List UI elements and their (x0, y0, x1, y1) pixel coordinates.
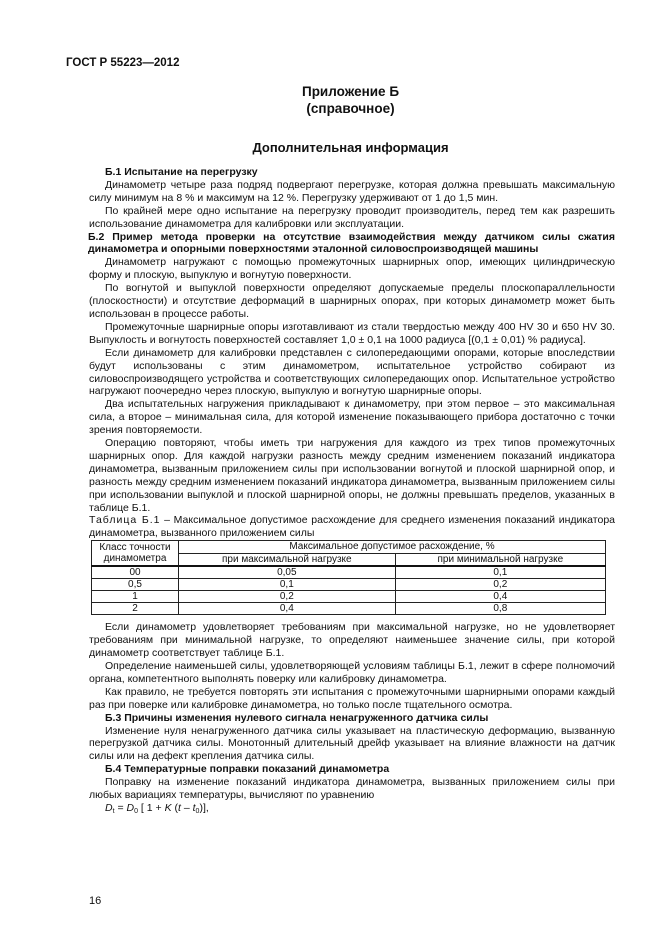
table-cell-class: 0,5 (92, 579, 179, 591)
section-heading-b2: Б.2 Пример метода проверки на отсутствие взаимодействия между датчиком силы сжатия динамометра и опорными поверхностями эталонной силовоспроизводящей машины (88, 230, 615, 256)
paragraph: Если динамометр для калибровки представлен с силопередающими опорами, которые впоследствии будут использованы с этим динамометром, испытательное устройство собирают из силовоспроизводящего устройства и соответствующих силопередающих опор. Испытательное устройство нагружают поочередно через плоскую, выпуклую и вогнутую шарнирные опоры. (89, 346, 615, 398)
table-header-min: при минимальной нагрузке (395, 553, 605, 566)
paragraph: Определение наименьшей силы, удовлетворяющей условиям таблицы Б.1, лежит в сфере полномочий органа, компетентного выполнять поверку или калибровку динамометра. (89, 660, 615, 685)
formula-eq: = (114, 801, 127, 814)
table-header-class: Класс точности динамометра (92, 541, 179, 567)
table-header-max: при максимальной нагрузке (179, 553, 396, 566)
paragraph: Динамометр четыре раза подряд подвергают перегрузке, которая должна превышать максимальную силу минимум на 8 % и максимум на 12 %. Перегрузку удерживают от 1 до 1,5 мин. (89, 178, 615, 204)
formula-var-t0: t (192, 801, 196, 814)
table-cell-max: 0,4 (179, 603, 396, 615)
table-cell-min: 0,8 (395, 603, 605, 615)
table-caption-text: – Максимальное допустимое расхождение для среднего изменения показаний индикатора динамометра, вызванного приложением силы (89, 514, 615, 539)
paragraph: Изменение нуля ненагруженного датчика силы указывает на пластическую деформацию, вызванную перегрузкой датчика силы. Монотонный длительный дрейф указывает на влияние влажности на датчик силы или на дефект крепления датчика силы. (89, 724, 615, 763)
table-cell-class: 1 (92, 591, 179, 603)
table-caption (89, 514, 615, 539)
formula-sub-0: 0 (134, 807, 139, 815)
main-heading: Дополнительная информация (252, 140, 449, 155)
formula-open: [ 1 + (138, 801, 165, 814)
formula-var-d: D (105, 801, 113, 814)
paragraph: Как правило, не требуется повторять эти испытания с промежуточными шарнирными опорами каждый раз при поверке или калибровке динамометра, но только после тщательного осмотра. (89, 685, 615, 711)
paragraph: По крайней мере одно испытание на перегрузку проводит производитель, перед тем как разрешить использование динамометра для калибровки или эксплуатации. (89, 204, 615, 230)
table-cell-min: 0,1 (395, 566, 605, 579)
section-heading-b1: Б.1 Испытание на перегрузку (105, 166, 258, 178)
table-caption-label: Таблица Б.1 (89, 514, 161, 527)
table-cell-max: 0,1 (179, 579, 396, 591)
table-cell-max: 0,2 (179, 591, 396, 603)
document-header: ГОСТ Р 55223—2012 (66, 57, 180, 69)
appendix-title: Приложение Б (301, 84, 400, 99)
table-cell-max: 0,05 (179, 566, 396, 579)
page-number: 16 (89, 895, 102, 907)
table-row (92, 579, 606, 591)
formula-sub-t0: 0 (195, 807, 200, 815)
formula (89, 802, 615, 819)
formula-minus: – (180, 801, 193, 814)
paragraph: Если динамометр удовлетворяет требованиям при максимальной нагрузке, но не удовлетворяет требованиям при минимальной нагрузке, то определяют наименьшее значение силы, при которой динамометр соответствует таблице Б.1. (89, 621, 615, 660)
paragraph: Промежуточные шарнирные опоры изготавливают из стали твердостью между 400 HV 30 и 650 HV 30. Выпуклость и вогнутость поверхностей составляет 1,0 ± 0,1 на 1000 радиуса [(0,1 ± 0,01) % радиуса]. (89, 320, 615, 346)
appendix-subtitle: (справочное) (306, 101, 395, 116)
section-heading-b4: Б.4 Температурные поправки показаний динамометра (105, 763, 390, 776)
formula-var-k: K (164, 801, 172, 814)
table-row (92, 603, 606, 615)
table-cell-min: 0,2 (395, 579, 605, 591)
paragraph: Два испытательных нагружения прикладывают к динамометру, при этом первое – это максимальная сила, а второе – минимальная сила, для которой изменение показывающего прибора достаточно с точки зрения повторяемости. (89, 398, 615, 437)
table-cell-min: 0,4 (395, 591, 605, 603)
table-row (92, 566, 606, 579)
formula-var-d0: D (126, 801, 135, 814)
document-body (89, 166, 615, 819)
formula-close: )], (199, 801, 209, 814)
paragraph: Поправку на изменение показаний индикатора динамометра, вызванных приложением силы при любых вариациях температуры, вычисляют по уравнению (89, 776, 615, 802)
paragraph: Операцию повторяют, чтобы иметь три нагружения для каждого из трех типов промежуточных шарнирных опор. Для каждой нагрузки разность между средним изменением показаний индикатора динамометра, вызванным приложением силы при использовании вогнутой и плоской шарнирной опор, и разность между средним изменением показаний индикатора динамометра, вызванным приложением силы при использовании выпуклой и плоской шарнирной опоры, не должны превышать пределов, указанных в таблице Б.1. (89, 437, 615, 514)
formula-var-t: t (178, 801, 181, 814)
formula-sub-t: t (112, 807, 115, 815)
table-cell-class: 00 (92, 566, 179, 579)
table-cell-class: 2 (92, 603, 179, 615)
paragraph: Динамометр нагружают с помощью промежуточных шарнирных опор, имеющих цилиндрическую форму и плоскую, выпуклую и вогнутую поверхности. (89, 256, 615, 282)
paragraph: По вогнутой и выпуклой поверхности определяют допускаемые пределы плоскопараллельности (плоскостности) и отсутствие деформаций в шарнирных опорах, при которых динамометр может быть использован в процессе работы. (89, 282, 615, 320)
table-header-group: Максимальное допустимое расхождение, % (179, 541, 606, 554)
deviation-table (91, 540, 606, 615)
section-heading-b3: Б.3 Причины изменения нулевого сигнала ненагруженного датчика силы (105, 711, 489, 724)
formula-paren: ( (171, 801, 179, 814)
table-row (92, 591, 606, 603)
